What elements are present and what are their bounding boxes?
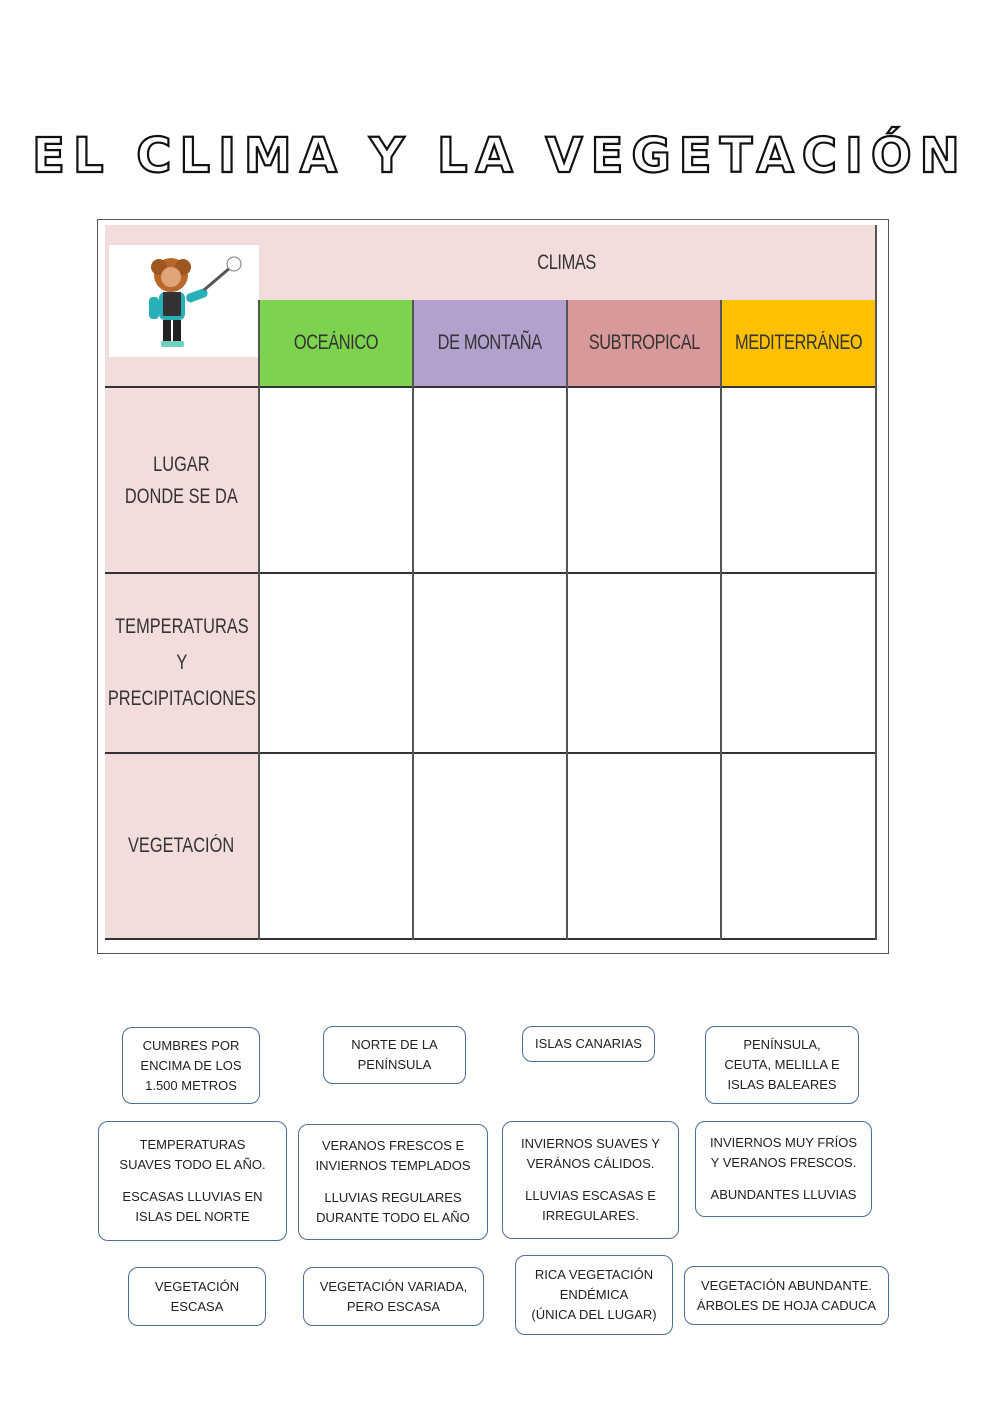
answer-cell[interactable]: [413, 573, 567, 753]
card-line: LLUVIAS REGULARES: [324, 1190, 462, 1205]
row-label-line: PRECIPITACIONES: [107, 687, 256, 710]
card-line: VEGETACIÓN VARIADA,: [319, 1278, 468, 1294]
card-line: ENCIMA DE LOS: [140, 1057, 242, 1073]
grid-line: [105, 386, 876, 388]
answer-cell[interactable]: [259, 388, 413, 573]
answer-card[interactable]: [522, 1026, 655, 1062]
card-line: DURANTE TODO EL AÑO: [316, 1210, 470, 1225]
card-line: SUAVES TODO EL AÑO.: [119, 1157, 266, 1172]
row-label-line: LUGAR: [153, 452, 210, 476]
col-header-label: OCEÁNICO: [293, 331, 379, 354]
card-line: TEMPERATURAS: [139, 1137, 246, 1152]
row-label-line: DONDE SE DA: [125, 484, 238, 508]
card-line: ISLAS BALEARES: [727, 1077, 837, 1092]
card-line: RICA VEGETACIÓN: [534, 1267, 654, 1282]
grid-line: [720, 300, 722, 940]
card-line: Y VERANOS FRESCOS.: [710, 1155, 857, 1170]
answer-card[interactable]: [684, 1266, 889, 1325]
col-header-label: DE MONTAÑA: [437, 331, 543, 354]
answer-card[interactable]: [303, 1267, 484, 1326]
card-line: PERO ESCASA: [346, 1298, 441, 1314]
answer-card[interactable]: [695, 1121, 872, 1217]
climas-header-label: CLIMAS: [537, 250, 597, 274]
answer-card[interactable]: [122, 1027, 260, 1104]
grid-line: [105, 572, 876, 574]
card-line: CUMBRES POR: [142, 1037, 240, 1053]
row-label-line: VEGETACIÓN: [128, 834, 235, 857]
col-header-oceanico: [259, 300, 413, 386]
grid-line: [105, 938, 876, 940]
grid-line: [258, 300, 260, 940]
card-line: VERANOS FRESCOS E: [321, 1138, 465, 1153]
grid-line: [875, 225, 877, 940]
card-line: ÁRBOLES DE HOJA CADUCA: [696, 1297, 877, 1313]
answer-cell[interactable]: [721, 573, 876, 753]
card-line: ABUNDANTES LLUVIAS: [710, 1187, 857, 1202]
card-line: INVIERNOS MUY FRÍOS: [709, 1135, 858, 1150]
grid-line: [566, 300, 568, 940]
card-line: VEGETACIÓN ABUNDANTE.: [701, 1277, 872, 1293]
answer-card[interactable]: [502, 1121, 679, 1239]
card-line: ENDÉMICA: [559, 1287, 629, 1302]
answer-card[interactable]: [323, 1026, 466, 1084]
col-header-montana: [413, 300, 567, 386]
row-label-temperaturas: [105, 573, 258, 753]
avatar: [109, 245, 259, 357]
row-label-line: TEMPERATURAS Y: [114, 615, 249, 674]
card-line: ISLAS DEL NORTE: [135, 1209, 250, 1224]
answer-card[interactable]: [128, 1267, 266, 1326]
answer-card[interactable]: [705, 1026, 859, 1104]
col-header-subtropical: [567, 300, 721, 386]
card-line: (ÚNICA DEL LUGAR): [531, 1307, 657, 1322]
card-line: LLUVIAS ESCASAS E: [525, 1188, 656, 1203]
row-label-lugar: [105, 388, 258, 573]
climate-table: [97, 219, 889, 954]
col-header-mediterraneo: [721, 300, 876, 386]
row-label-vegetacion: [105, 753, 258, 939]
card-line: VERÁNOS CÁLIDOS.: [526, 1156, 655, 1171]
card-line: INVIERNOS TEMPLADOS: [315, 1158, 471, 1173]
card-line: ESCASAS LLUVIAS EN: [122, 1189, 263, 1204]
answer-card[interactable]: [298, 1124, 488, 1240]
answer-cell[interactable]: [413, 388, 567, 573]
card-line: ISLAS CANARIAS: [535, 1036, 642, 1051]
climas-header: [258, 225, 876, 300]
card-line: PENÍNSULA,: [743, 1037, 821, 1052]
card-line: NORTE DE LA: [351, 1037, 438, 1052]
card-line: ESCASA: [170, 1298, 224, 1314]
answer-card[interactable]: [515, 1255, 673, 1335]
card-line: INVIERNOS SUAVES Y: [521, 1136, 660, 1151]
answer-cell[interactable]: [567, 573, 721, 753]
answer-cell[interactable]: [413, 753, 567, 939]
grid-line: [105, 752, 876, 754]
col-header-label: SUBTROPICAL: [588, 331, 700, 354]
answer-cell[interactable]: [721, 388, 876, 573]
page-title: EL CLIMA Y LA VEGETACIÓN: [32, 128, 968, 184]
answer-cell[interactable]: [567, 753, 721, 939]
card-line: 1.500 METROS: [145, 1077, 237, 1093]
col-header-label: MEDITERRÁNEO: [734, 331, 863, 354]
answer-cell[interactable]: [721, 753, 876, 939]
card-line: CEUTA, MELILLA E: [724, 1057, 840, 1072]
answer-cell[interactable]: [259, 753, 413, 939]
answer-cell[interactable]: [567, 388, 721, 573]
card-line: VEGETACIÓN: [154, 1278, 240, 1294]
grid-line: [412, 300, 414, 940]
card-line: PENÍNSULA: [357, 1057, 432, 1072]
answer-card[interactable]: [98, 1121, 287, 1241]
card-line: IRREGULARES.: [542, 1208, 639, 1223]
answer-cell[interactable]: [259, 573, 413, 753]
